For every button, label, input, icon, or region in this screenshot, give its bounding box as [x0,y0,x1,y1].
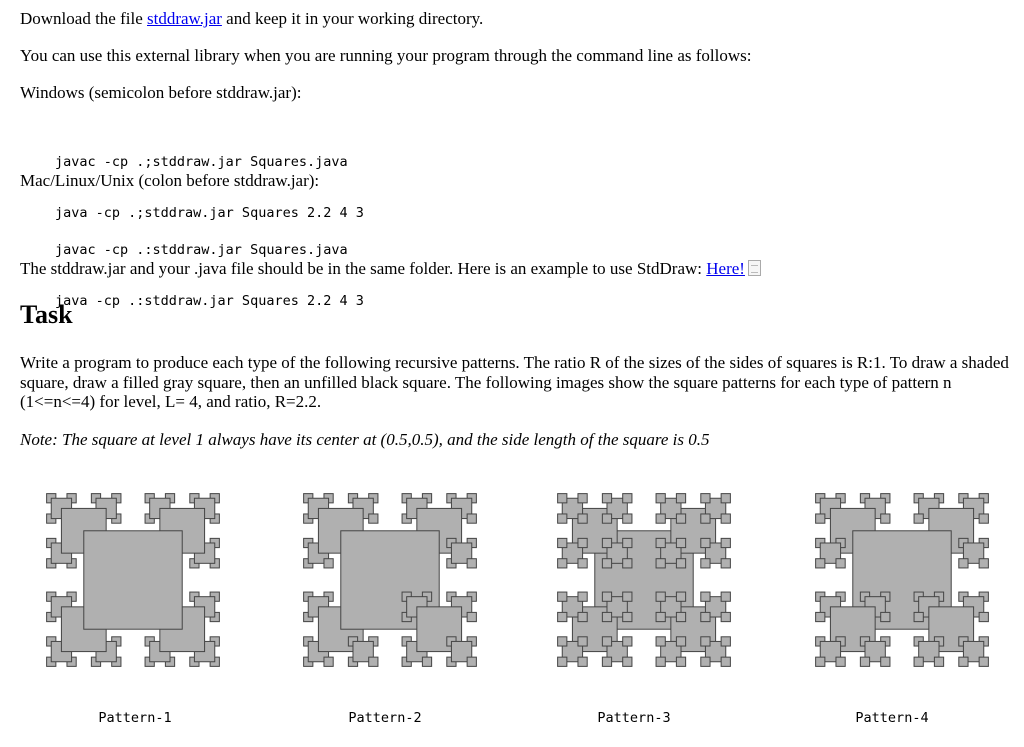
unix-code-line: javac -cp .:stddraw.jar Squares.java [55,242,348,258]
square [816,657,825,666]
square [467,559,476,568]
square [602,657,611,666]
square [701,592,710,601]
square [578,514,587,523]
square [721,612,730,621]
intro-text: You can use this external library when you are running your program through the command line as follows: [20,46,752,65]
pattern-3-figure [551,487,737,673]
square [558,592,567,601]
unix-code-line: java -cp .:stddraw.jar Squares 2.2 4 3 [55,293,364,309]
square [959,559,968,568]
square [558,612,567,621]
square [676,612,685,621]
square [467,514,476,523]
pattern-1-label: Pattern-1 [98,710,172,726]
square [84,531,182,629]
square [721,559,730,568]
square [721,592,730,601]
square [324,559,333,568]
square [578,494,587,503]
square [623,637,632,646]
square [623,538,632,547]
square [558,559,567,568]
square [979,657,988,666]
square [602,538,611,547]
square [676,559,685,568]
pattern-2-svg [297,487,483,673]
square [701,559,710,568]
square [558,514,567,523]
square [934,657,943,666]
square [369,514,378,523]
square [836,559,845,568]
square [860,657,869,666]
square [816,559,825,568]
square [656,494,665,503]
pattern-3-svg [551,487,737,673]
square [422,657,431,666]
pattern-2-label: Pattern-2 [348,710,422,726]
square [602,559,611,568]
pattern-1-figure [40,487,226,673]
pattern-2-figure [297,487,483,673]
square [578,657,587,666]
square [602,494,611,503]
windows-heading: Windows (semicolon before stddraw.jar): [20,83,302,102]
square [881,514,890,523]
square [578,612,587,621]
square [578,538,587,547]
square [816,612,825,621]
square [701,514,710,523]
square [914,514,923,523]
square [324,657,333,666]
square [623,559,632,568]
square [578,592,587,601]
square [656,538,665,547]
square [701,637,710,646]
square [881,612,890,621]
square [369,657,378,666]
square [623,657,632,666]
task-heading: Task [20,300,73,329]
square [721,494,730,503]
square [701,494,710,503]
square [914,657,923,666]
windows-code-line: javac -cp .;stddraw.jar Squares.java [55,154,348,170]
square [676,494,685,503]
square [656,637,665,646]
square [914,612,923,621]
download-line: Download the file stddraw.jar and keep it in your working directory. [20,9,484,28]
here-link[interactable]: Here! [706,259,745,278]
square [721,637,730,646]
pattern-1-svg [40,487,226,673]
square [623,592,632,601]
square [701,612,710,621]
stddraw-jar-link[interactable]: stddraw.jar [147,9,222,28]
square [602,637,611,646]
square [701,657,710,666]
square [467,612,476,621]
square [602,592,611,601]
square [623,612,632,621]
square [676,592,685,601]
pattern-4-svg [809,487,995,673]
square [602,612,611,621]
square [558,538,567,547]
pattern-3-label: Pattern-3 [597,710,671,726]
square [836,657,845,666]
square [816,514,825,523]
square [979,612,988,621]
pattern-4-figure [809,487,995,673]
square [881,657,890,666]
windows-code-line: java -cp .;stddraw.jar Squares 2.2 4 3 [55,205,364,221]
square [979,559,988,568]
square [721,538,730,547]
square [558,657,567,666]
square [979,514,988,523]
square [578,637,587,646]
square [721,514,730,523]
square [602,514,611,523]
square [676,514,685,523]
square [558,637,567,646]
task-note: Note: The square at level 1 always have its center at (0.5,0.5), and the side length of the square is 0.5 [20,430,710,449]
square [959,657,968,666]
square [656,612,665,621]
square [623,494,632,503]
folder-note: The stddraw.jar and your .java file should be in the same folder. Here is an example to use StdDraw: Here! [20,259,761,279]
square [558,494,567,503]
pattern-4-label: Pattern-4 [855,710,929,726]
square [656,657,665,666]
square [656,514,665,523]
square [656,559,665,568]
square [467,657,476,666]
document-icon [748,260,761,276]
unix-heading: Mac/Linux/Unix (colon before stddraw.jar): [20,171,320,190]
square [676,657,685,666]
square [676,538,685,547]
task-paragraph: Write a program to produce each type of the following recursive patterns. The ratio R of the sizes of the sides of squares is R:1. To draw a shaded square, draw a filled gray square, then an unfilled black square. The following images show the square patterns for each type of pattern n (1<=n<=4) for level, L= 4, and ratio, R=2.2. [20,353,1009,411]
square [623,514,632,523]
square [676,637,685,646]
square [578,559,587,568]
square [721,657,730,666]
square [656,592,665,601]
square [701,538,710,547]
